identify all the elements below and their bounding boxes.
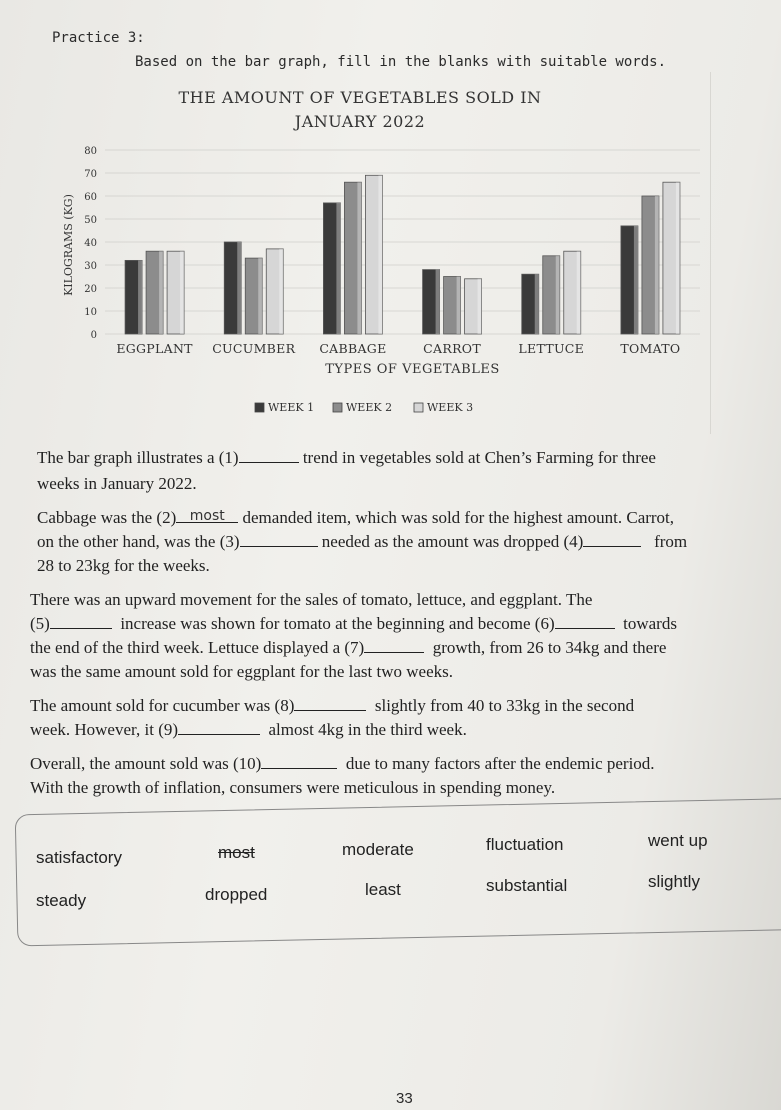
passage-line-7 bbox=[30, 614, 677, 634]
x-tick-label: CUCUMBER bbox=[212, 341, 296, 356]
legend-label: WEEK 2 bbox=[346, 401, 393, 414]
y-tick-label: 80 bbox=[84, 146, 97, 157]
bar-highlight bbox=[478, 279, 482, 334]
passage-text: Cabbage was the (2) bbox=[37, 508, 177, 527]
legend-label: WEEK 1 bbox=[268, 401, 315, 414]
answer-blank-9[interactable] bbox=[178, 720, 260, 735]
x-tick-label: EGGPLANT bbox=[116, 341, 193, 356]
answer-blank-4[interactable] bbox=[583, 532, 641, 547]
passage-text: The bar graph illustrates a (1) bbox=[37, 448, 239, 467]
answer-blank-5[interactable] bbox=[50, 614, 112, 629]
y-tick-label: 40 bbox=[84, 238, 97, 249]
bar-highlight bbox=[577, 251, 581, 334]
answer-blank-7[interactable] bbox=[364, 638, 424, 653]
bar-highlight bbox=[634, 226, 638, 334]
y-tick-label: 50 bbox=[84, 215, 97, 226]
word-bank-item: went up bbox=[648, 831, 708, 850]
x-tick-label: CABBAGE bbox=[319, 341, 387, 356]
x-tick-label: TOMATO bbox=[620, 341, 681, 356]
passage-text: from bbox=[654, 532, 688, 551]
y-axis-label: KILOGRAMS (KG) bbox=[62, 194, 75, 296]
passage-line-11 bbox=[30, 720, 467, 740]
passage-line-5: 28 to 23kg for the weeks. bbox=[37, 556, 210, 575]
word-bank-item: substantial bbox=[486, 876, 568, 895]
bar-highlight bbox=[457, 277, 461, 335]
bar-highlight bbox=[336, 203, 340, 334]
passage-text: needed as the amount was dropped (4) bbox=[321, 532, 584, 551]
chart-title-line2: JANUARY 2022 bbox=[294, 112, 426, 131]
legend-label: WEEK 3 bbox=[427, 401, 474, 414]
y-tick-label: 70 bbox=[84, 169, 97, 180]
passage-text: increase was shown for tomato at the beginning and become (6) bbox=[120, 614, 555, 633]
handwritten-answer: most bbox=[189, 508, 225, 524]
word-bank-item-crossed: most bbox=[218, 843, 255, 862]
y-tick-label: 10 bbox=[84, 307, 97, 318]
y-tick-label: 60 bbox=[84, 192, 97, 203]
instruction-text: Based on the bar graph, fill in the blanks with suitable words. bbox=[135, 54, 667, 70]
passage-line-13: With the growth of inflation, consumers were meticulous in spending money. bbox=[30, 778, 556, 797]
bar-highlight bbox=[180, 251, 184, 334]
bar-highlight bbox=[378, 175, 382, 334]
passage-text: due to many factors after the endemic period. bbox=[345, 754, 655, 773]
bar-highlight bbox=[258, 258, 262, 334]
legend-swatch bbox=[414, 403, 423, 412]
passage-line-3 bbox=[37, 508, 674, 528]
word-bank-item: slightly bbox=[648, 872, 700, 891]
answer-blank-2[interactable] bbox=[176, 508, 238, 523]
passage-text: (5) bbox=[30, 614, 50, 633]
passage-line-6: There was an upward movement for the sales of tomato, lettuce, and eggplant. The bbox=[30, 590, 593, 609]
passage-line-4 bbox=[37, 532, 687, 552]
word-bank-item: steady bbox=[36, 891, 87, 910]
bar-highlight bbox=[357, 182, 361, 334]
passage-text: trend in vegetables sold at Chen’s Farming for three bbox=[302, 448, 656, 467]
passage-text: slightly from 40 to 33kg in the second bbox=[374, 696, 635, 715]
passage-line-8 bbox=[30, 638, 666, 658]
word-bank-item: satisfactory bbox=[36, 848, 122, 867]
passage-text: demanded item, which was sold for the highest amount. Carrot, bbox=[242, 508, 675, 527]
passage-text: the end of the third week. Lettuce displayed a (7) bbox=[30, 638, 365, 657]
x-tick-label: CARROT bbox=[423, 341, 481, 356]
passage-text: on the other hand, was the (3) bbox=[37, 532, 240, 551]
bar-highlight bbox=[159, 251, 163, 334]
answer-blank-8[interactable] bbox=[294, 696, 366, 711]
passage-line-12 bbox=[30, 754, 655, 774]
word-bank-item: fluctuation bbox=[486, 835, 564, 854]
x-axis-label: TYPES OF VEGETABLES bbox=[325, 362, 500, 377]
passage-line-1 bbox=[37, 448, 656, 468]
bar-highlight bbox=[535, 274, 539, 334]
bar-highlight bbox=[655, 196, 659, 334]
chart-title-line1: THE AMOUNT OF VEGETABLES SOLD IN bbox=[178, 88, 542, 107]
answer-blank-1[interactable] bbox=[239, 448, 299, 463]
bar-highlight bbox=[237, 242, 241, 334]
bar-highlight bbox=[436, 270, 440, 334]
y-tick-label: 20 bbox=[84, 284, 97, 295]
passage-text: towards bbox=[623, 614, 677, 633]
bar-highlight bbox=[556, 256, 560, 334]
passage-text: The amount sold for cucumber was (8) bbox=[30, 696, 295, 715]
passage-line-9: was the same amount sold for eggplant for the last two weeks. bbox=[30, 662, 454, 681]
passage-line-10 bbox=[30, 696, 634, 716]
bar-highlight bbox=[279, 249, 283, 334]
practice-label: Practice 3: bbox=[52, 30, 145, 46]
word-bank-item: moderate bbox=[342, 840, 414, 859]
y-tick-label: 30 bbox=[84, 261, 97, 272]
passage-line-2: weeks in January 2022. bbox=[37, 474, 197, 493]
answer-blank-3[interactable] bbox=[240, 532, 318, 547]
x-tick-label: LETTUCE bbox=[518, 341, 585, 356]
page-number: 33 bbox=[396, 1090, 413, 1107]
y-tick-label: 0 bbox=[90, 330, 97, 341]
word-bank-item: least bbox=[365, 880, 401, 899]
answer-blank-10[interactable] bbox=[261, 754, 337, 769]
passage-text: almost 4kg in the third week. bbox=[268, 720, 467, 739]
passage-text: week. However, it (9) bbox=[30, 720, 179, 739]
passage-text: Overall, the amount sold was (10) bbox=[30, 754, 262, 773]
bar-chart bbox=[0, 0, 781, 440]
bar-highlight bbox=[676, 182, 680, 334]
answer-blank-6[interactable] bbox=[555, 614, 615, 629]
word-bank-item: dropped bbox=[205, 885, 268, 904]
passage-text: growth, from 26 to 34kg and there bbox=[432, 638, 667, 657]
bar-highlight bbox=[138, 260, 142, 334]
legend-swatch bbox=[333, 403, 342, 412]
legend-swatch bbox=[255, 403, 264, 412]
